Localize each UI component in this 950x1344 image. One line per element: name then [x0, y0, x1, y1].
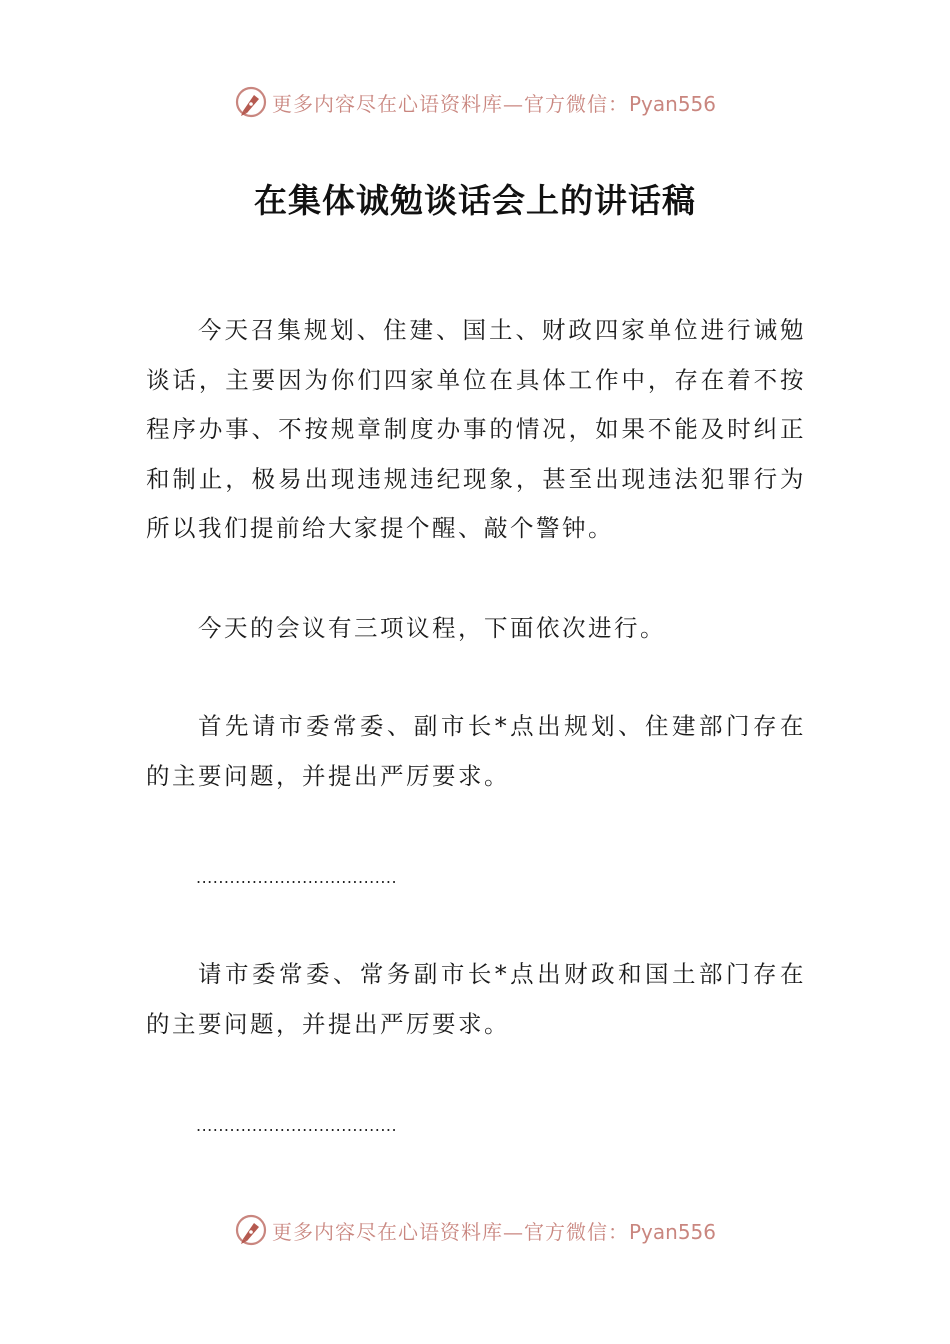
banner-text: [272, 1216, 716, 1245]
pen-nib-logo-icon: [234, 1213, 268, 1247]
ellipsis-divider: ....................................: [196, 1116, 398, 1135]
document-title: 在集体诚勉谈话会上的讲话稿: [254, 181, 696, 220]
footer-banner: [0, 1210, 950, 1250]
paragraph-3: 首先请市委常委、副市长*点出规划、住建部门存在的主要问题，并提出严厉要求。: [146, 712, 806, 790]
paragraph-1: 今天召集规划、住建、国土、财政四家单位进行诫勉谈话，主要因为你们四家单位在具体工作中，存在着不按程序办事、不按规章制度办事的情况，如果不能及时纠正和制止，极易出现违规违纪现象，甚至出现违法犯罪行为所以我们提前给大家提个醒、敲个警钟。: [146, 316, 806, 542]
paragraph-4: 请市委常委、常务副市长*点出财政和国土部门存在的主要问题，并提出严厉要求。: [146, 960, 806, 1038]
banner-label: 更多内容尽在心语资料库—官方微信：: [271, 1219, 629, 1244]
pen-nib-logo-icon: [234, 85, 268, 119]
banner-label: 更多内容尽在心语资料库—官方微信：: [271, 91, 629, 116]
ellipsis-divider: ....................................: [196, 868, 398, 887]
wechat-id: Pyan556: [628, 91, 716, 116]
banner-text: [272, 88, 716, 117]
wechat-id: Pyan556: [628, 1219, 716, 1244]
paragraph-2: 今天的会议有三项议程，下面依次进行。: [198, 614, 666, 642]
header-banner: [0, 82, 950, 122]
